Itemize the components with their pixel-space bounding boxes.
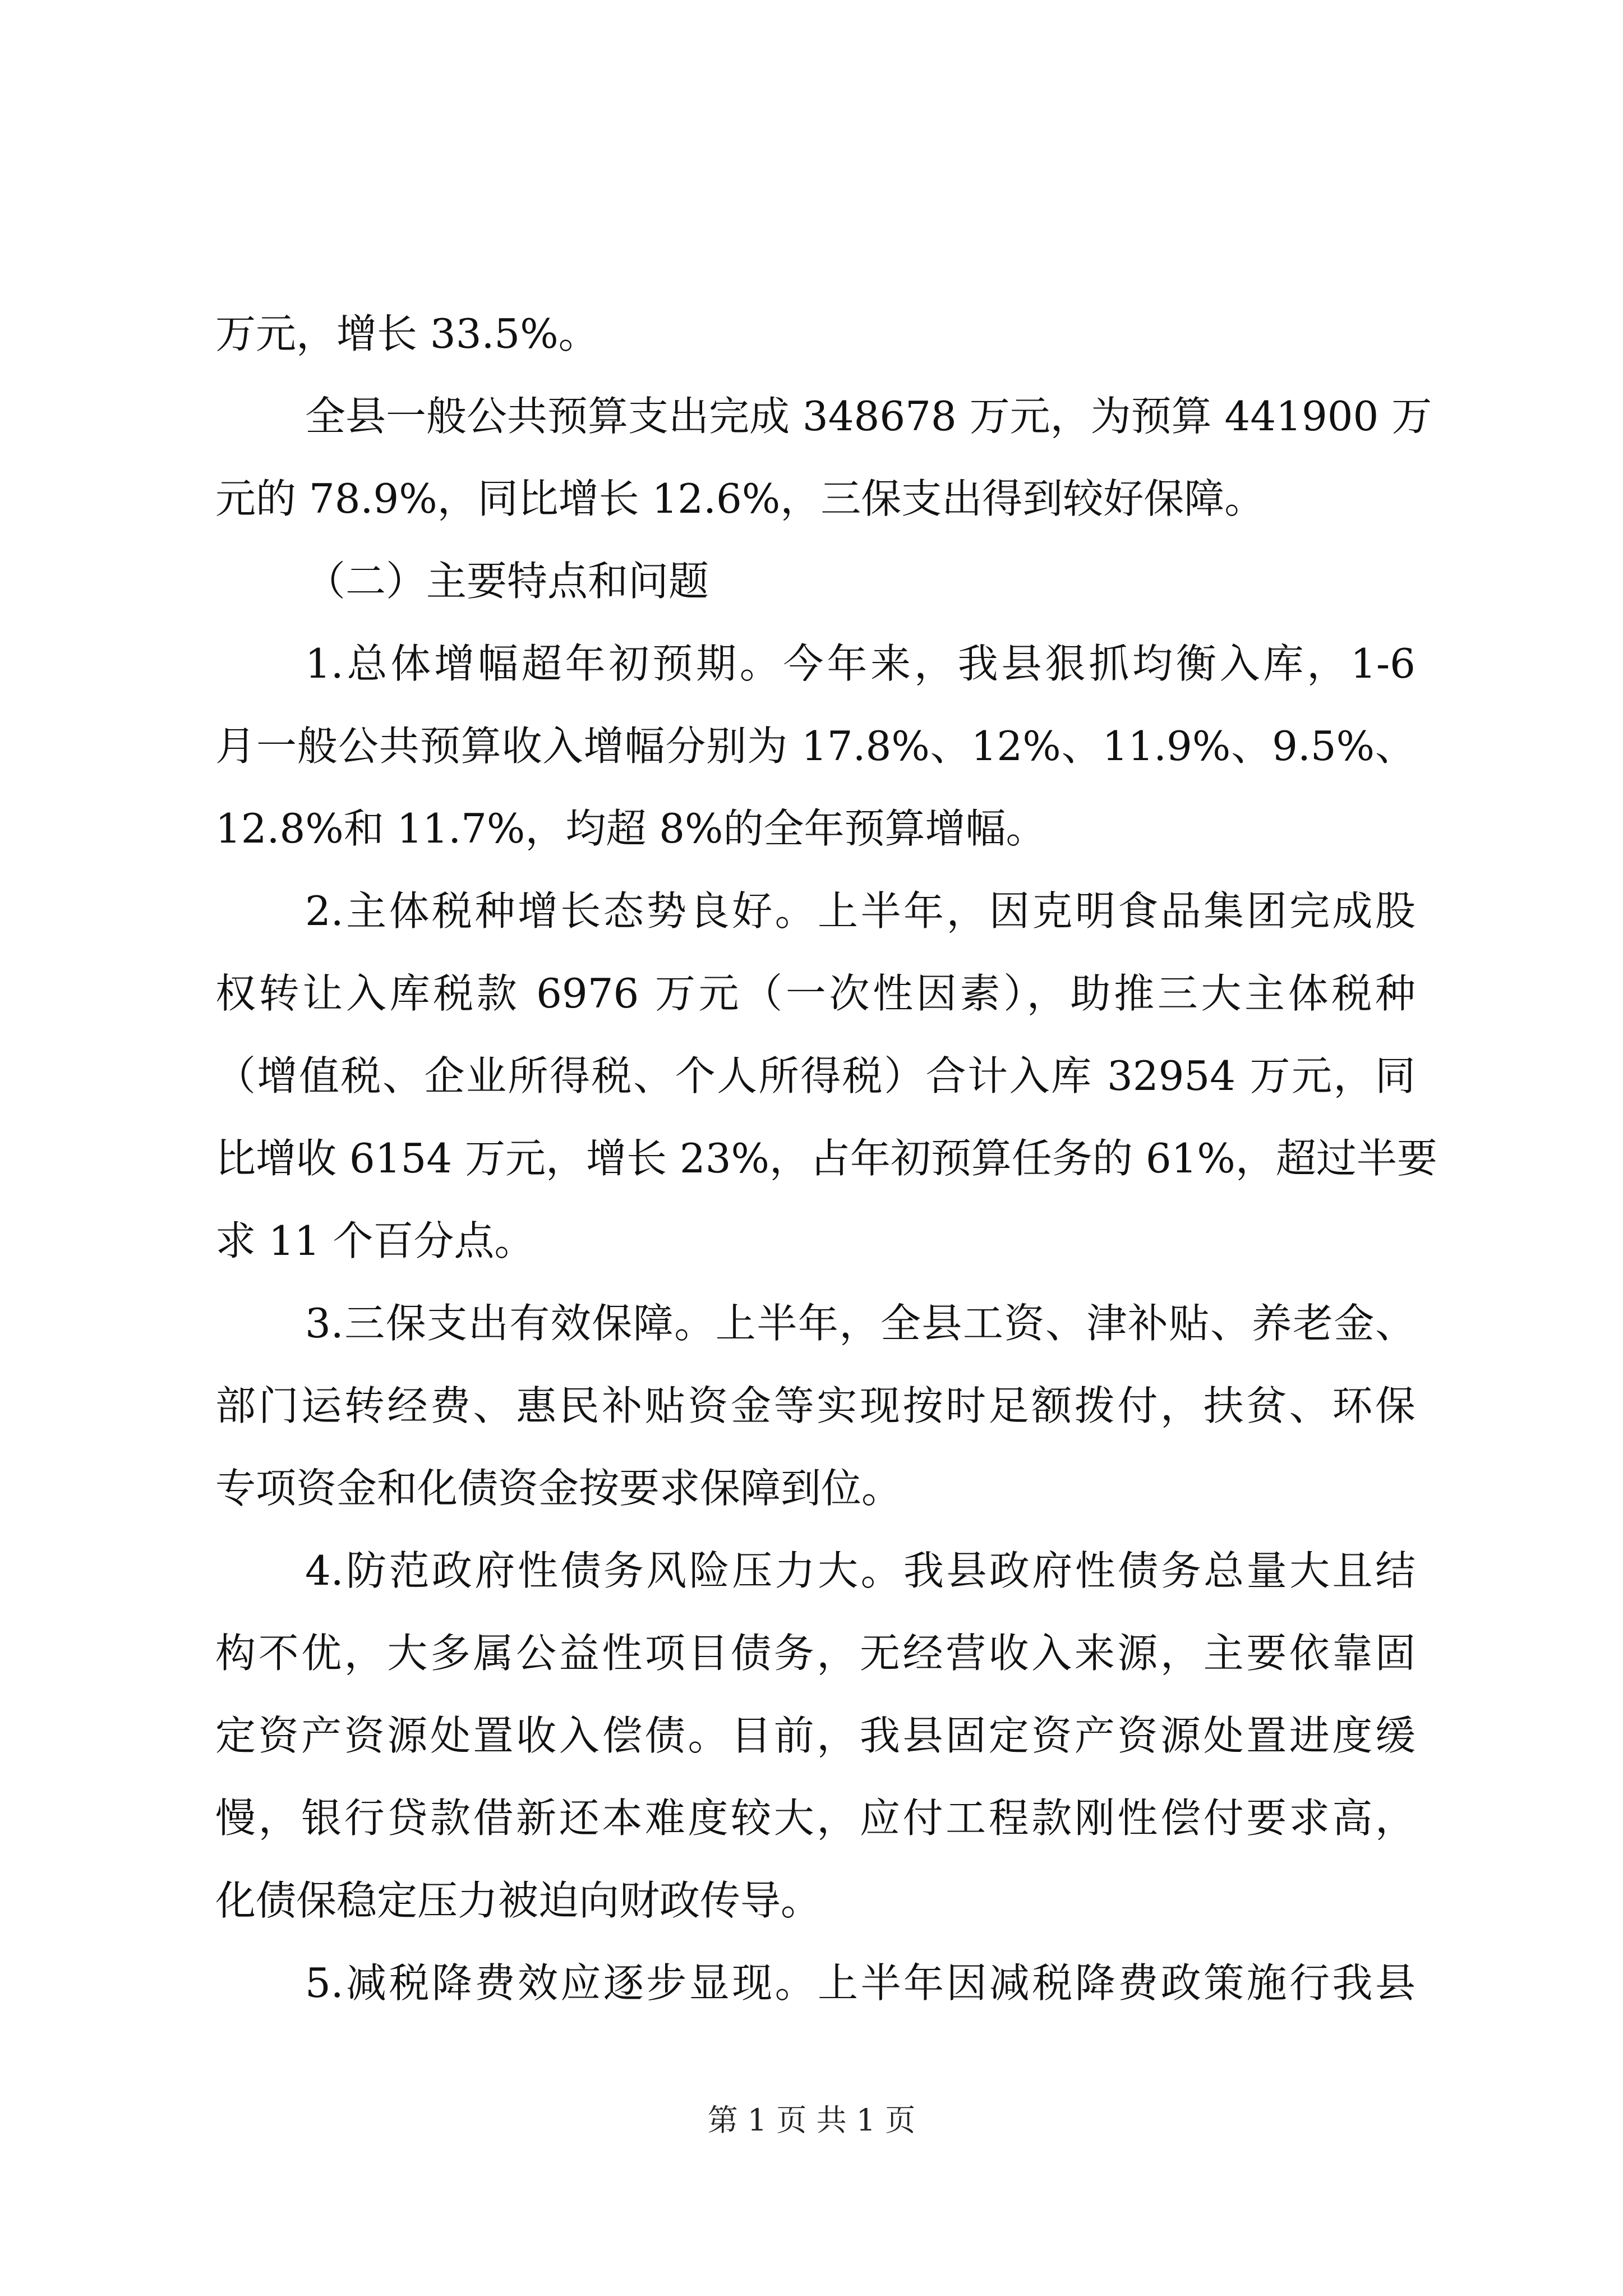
text-line: 12.8%和 11.7%，均超 8%的全年预算增幅。 bbox=[215, 805, 1046, 852]
text-line: 万元，增长 33.5%。 bbox=[215, 310, 599, 357]
text-line: 定资产资源处置收入偿债。目前，我县固定资产资源处置进度缓 bbox=[215, 1712, 1415, 1759]
page-number-footer: 第 1 页 共 1 页 bbox=[707, 2102, 916, 2138]
text-line: （增值税、企业所得税、个人所得税）合计入库 32954 万元，同 bbox=[215, 1052, 1415, 1099]
text-line: 2.主体税种增长态势良好。上半年，因克明食品集团完成股 bbox=[305, 887, 1415, 935]
text-line: 求 11 个百分点。 bbox=[215, 1217, 535, 1264]
text-line: 月一般公共预算收入增幅分别为 17.8%、12%、11.9%、9.5%、 bbox=[215, 723, 1415, 770]
text-line: 1.总体增幅超年初预期。今年来，我县狠抓均衡入库，1-6 bbox=[305, 640, 1415, 687]
text-line: 化债保稳定压力被迫向财政传导。 bbox=[215, 1877, 822, 1924]
text-line: 构不优，大多属公益性项目债务，无经营收入来源，主要依靠固 bbox=[215, 1630, 1415, 1677]
text-line: 3.三保支出有效保障。上半年，全县工资、津补贴、养老金、 bbox=[305, 1300, 1415, 1347]
text-line: 元的 78.9%，同比增长 12.6%，三保支出得到较好保障。 bbox=[215, 475, 1265, 522]
text-line: 比增收 6154 万元，增长 23%，占年初预算任务的 61%，超过半要 bbox=[215, 1135, 1437, 1182]
text-line: 5.减税降费效应逐步显现。上半年因减税降费政策施行我县 bbox=[305, 1959, 1415, 2007]
section-heading: （二）主要特点和问题 bbox=[305, 558, 709, 605]
text-line: 全县一般公共预算支出完成 348678 万元，为预算 441900 万 bbox=[305, 393, 1432, 440]
text-line: 部门运转经费、惠民补贴资金等实现按时足额拨付，扶贫、环保 bbox=[215, 1382, 1415, 1429]
text-line: 4.防范政府性债务风险压力大。我县政府性债务总量大且结 bbox=[305, 1547, 1415, 1594]
text-line: 专项资金和化债资金按要求保障到位。 bbox=[215, 1465, 902, 1512]
text-line: 慢，银行贷款借新还本难度较大，应付工程款刚性偿付要求高， bbox=[215, 1795, 1415, 1842]
text-line: 权转让入库税款 6976 万元（一次性因素），助推三大主体税种 bbox=[215, 970, 1415, 1017]
